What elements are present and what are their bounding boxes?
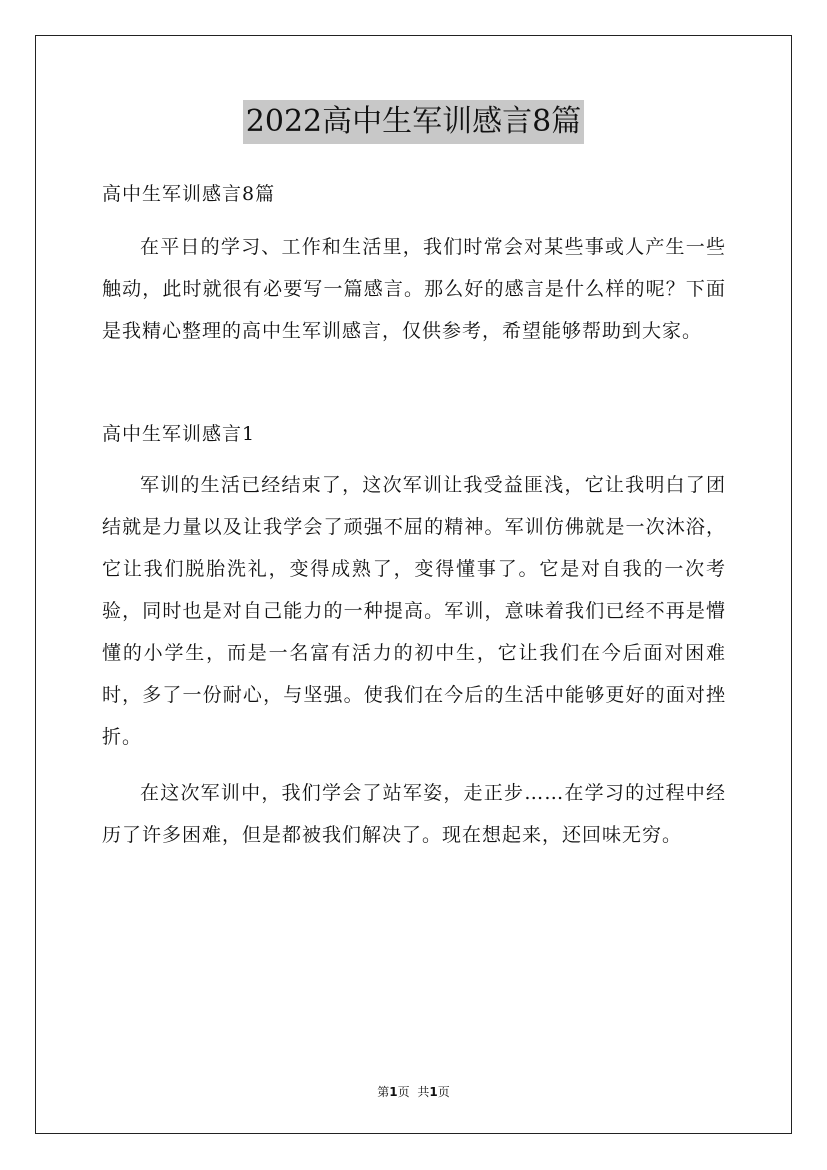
document-body [102, 176, 726, 856]
total-page-number: 1 [429, 1085, 438, 1099]
page-label-suffix: 页 [397, 1085, 410, 1099]
page-footer [0, 1083, 827, 1100]
current-page-number: 1 [389, 1085, 398, 1099]
body-paragraph: 在这次军训中，我们学会了站军姿，走正步……在学习的过程中经历了许多困难，但是都被我们解决了。现在想起来，还回味无穷。 [102, 782, 726, 846]
document-subtitle: 高中生军训感言8篇 [102, 183, 276, 205]
title-area [0, 100, 827, 144]
document-title: 2022高中生军训感言8篇 [243, 100, 584, 144]
page-label-prefix: 第 [377, 1085, 390, 1099]
total-label-suffix: 页 [437, 1085, 450, 1099]
total-label-prefix: 共 [417, 1085, 430, 1099]
section-heading: 高中生军训感言1 [102, 423, 256, 445]
intro-paragraph: 在平日的学习、工作和生活里，我们时常会对某些事或人产生一些触动，此时就很有必要写一篇感言。那么好的感言是什么样的呢？下面是我精心整理的高中生军训感言，仅供参考，希望能够帮助到大家。 [102, 236, 726, 342]
body-paragraph: 军训的生活已经结束了，这次军训让我受益匪浅，它让我明白了团结就是力量以及让我学会了顽强不屈的精神。军训仿佛就是一次沐浴，它让我们脱胎洗礼，变得成熟了，变得懂事了。它是对自我的一次考验，同时也是对自己能力的一种提高。军训，意味着我们已经不再是懵懂的小学生，而是一名富有活力的初中生，它让我们在今后面对困难时，多了一份耐心，与坚强。使我们在今后的生活中能够更好的面对挫折。 [102, 474, 726, 748]
